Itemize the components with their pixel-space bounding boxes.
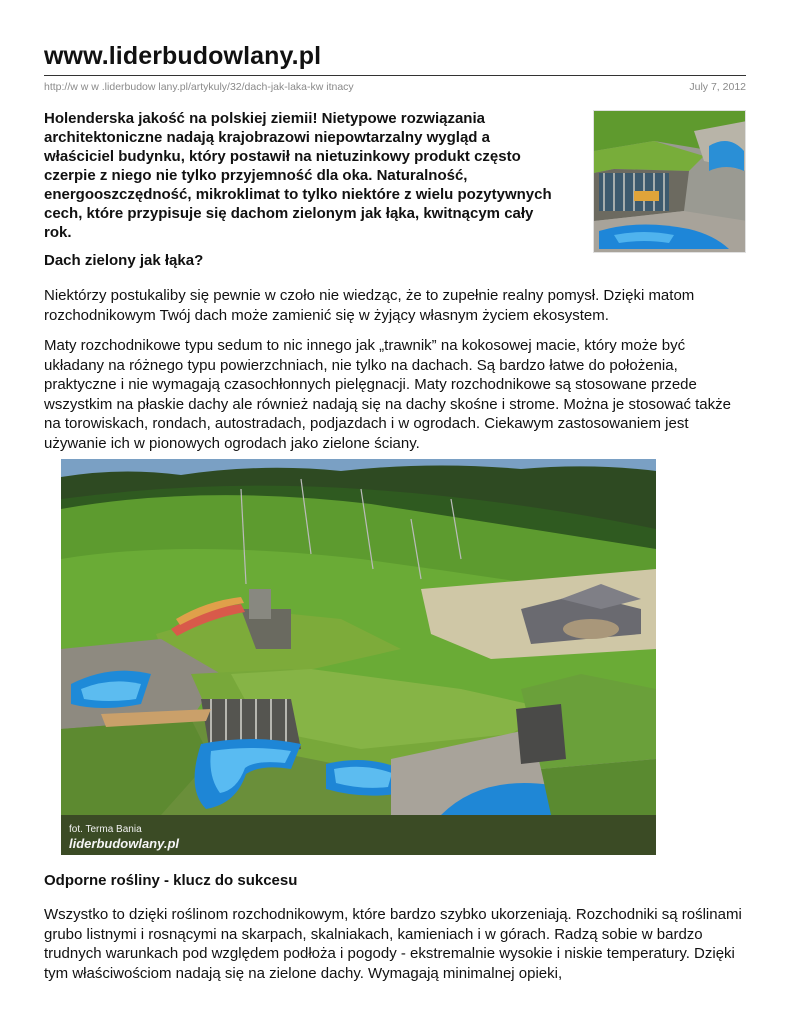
section-heading-green-roof: Dach zielony jak łąka? [44,252,204,269]
paragraph-2: Maty rozchodnikowe typu sedum to nic innego jak „trawnik” na kokosowej macie, który może być układany na różnego typu powierzchniach, nie tylko na dachach. Są bardzo łatwe do położenia, praktyczne i nie wymagają czasochłonnych pielęgnacji. Maty rozchodnikowe są stosowane przede wszystkim na płaskie dachy ale również nadają się na dachy skośne i strome. Można je stosować także na torowiskach, rondach, autostradach, podjazdach i w ogrodach. Ciekawym zastosowaniem jest używanie ich w pionowych ogrodach jako zielone ściany. [44,337,731,452]
photo-caption-bar [61,815,656,855]
header-divider [44,75,746,76]
publish-date: July 7, 2012 [689,81,746,93]
photo-watermark-logo: liderbudowlany.pl [69,836,180,851]
lead-thumbnail-image [593,110,746,253]
article-photo [61,459,656,855]
site-title: www.liderbudowlany.pl [44,42,322,70]
article-url[interactable]: http://w w w .liderbudow lany.pl/artykuly/32/dach-jak-laka-kw itnacy [44,81,354,93]
section-heading-resistant-plants: Odporne rośliny - klucz do sukcesu [44,872,298,889]
article-lead: Holenderska jakość na polskiej ziemii! Nietypowe rozwiązania architektoniczne nadają krajobrazowi niepowtarzalny wygląd a właściciel budynku, który postawił na nietuzinkowy produkt często czerpie z niego nie tylko przyjemność dla oka. Naturalność, energooszczędność, mikroklimat to tylko niektóre z wielu pozytywnych cech, które przypisuje się dachom zielonym jak łąka, kwitnącym cały rok. [44,110,552,241]
photo-credit: fot. Terma Bania [69,824,142,835]
paragraph-3: Wszystko to dzięki roślinom rozchodnikowym, które bardzo szybko ukorzeniają. Rozchodniki są roślinami grubo listnymi i rosnącymi na skarpach, skalniakach, kamieniach i w górach. Radzą sobie w bardzo trudnych warunkach pod względem podłoża i pogody - ekstremalnie wysokie i niskie temperatury. Dzięki tym właściwościom nadają się na zielone dachy. Wymagają minimalnej opieki, [44,906,742,982]
paragraph-1: Niektórzy postukaliby się pewnie w czoło nie wiedząc, że to zupełnie realny pomysł. Dzięki matom rozchodnikowym Twój dach może zamienić się w żyjący własnym życiem ekosystem. [44,287,695,324]
